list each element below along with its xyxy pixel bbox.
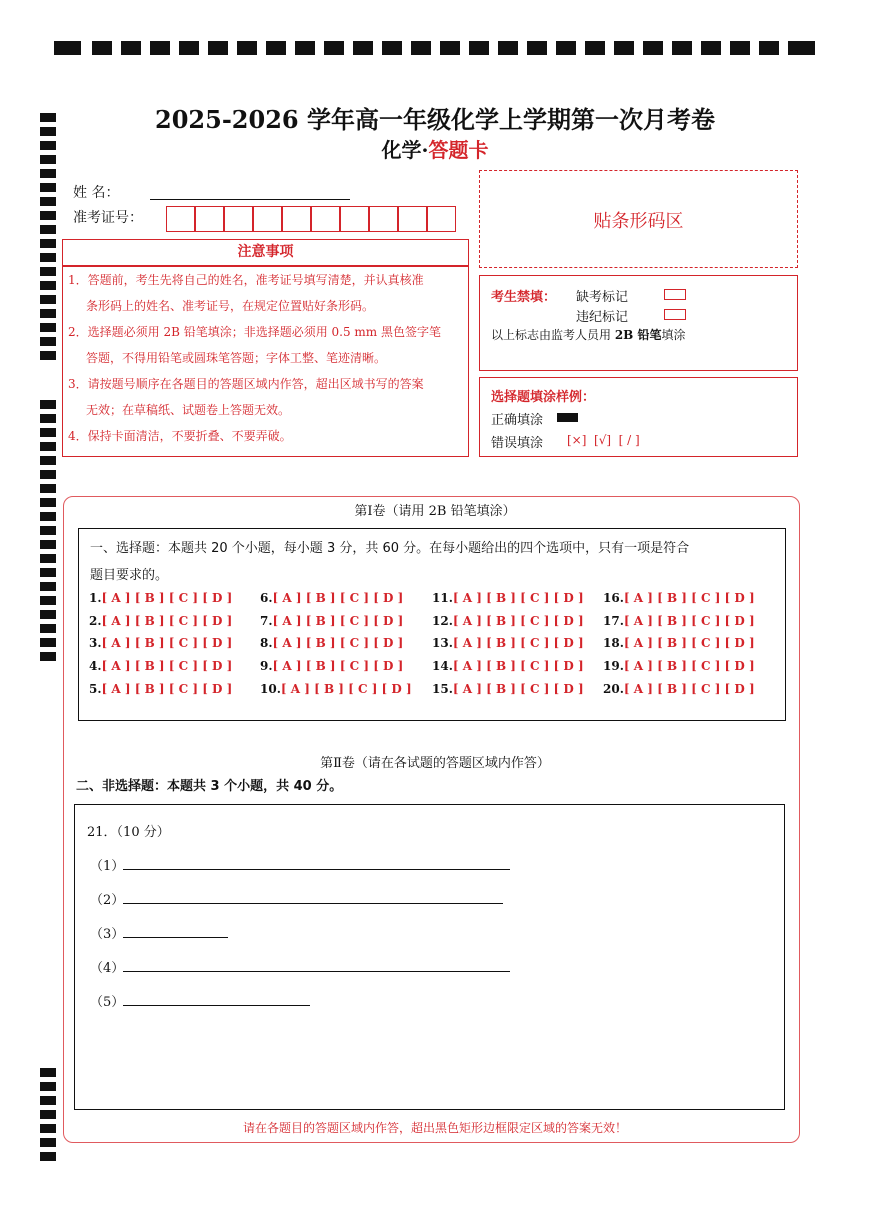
q21-answer-box[interactable] bbox=[74, 804, 785, 1110]
notice-item-2: 2．选择题必须用 2B 铅笔填涂；非选择题必须用 0.5 mm 黑色签字笔 bbox=[68, 325, 442, 339]
examiner-note-b: 2B 铅笔 bbox=[614, 328, 662, 342]
timing-mark bbox=[40, 1110, 56, 1119]
correct-fill-label: 正确填涂 bbox=[491, 413, 544, 428]
choice-question[interactable] bbox=[432, 636, 584, 650]
question-number: 10. bbox=[260, 681, 281, 696]
question-number: 16. bbox=[603, 591, 624, 605]
timing-mark bbox=[40, 596, 56, 605]
answer-options[interactable]: [ A ] [ B ] [ C ] [ D ] bbox=[452, 613, 584, 628]
timing-mark bbox=[40, 638, 56, 647]
timing-mark bbox=[40, 253, 56, 262]
answer-options[interactable]: [ A ] [ B ] [ C ] [ D ] bbox=[101, 681, 233, 696]
timing-mark bbox=[40, 652, 56, 661]
timing-mark bbox=[40, 568, 56, 577]
notice-title-box bbox=[62, 239, 469, 266]
answer-options[interactable]: [ A ] [ B ] [ C ] [ D ] bbox=[272, 613, 404, 628]
q21-sub-3-label: （3） bbox=[90, 927, 125, 942]
q21-sub-1-line[interactable] bbox=[123, 869, 510, 870]
timing-mark bbox=[40, 624, 56, 633]
violation-label: 违纪标记 bbox=[576, 310, 629, 325]
question-number: 20. bbox=[603, 681, 624, 696]
choice-instructions-2: 题目要求的。 bbox=[90, 568, 169, 583]
answer-options[interactable]: [ A ] [ B ] [ C ] [ D ] bbox=[623, 681, 755, 696]
timing-mark bbox=[40, 225, 56, 234]
timing-mark bbox=[40, 267, 56, 276]
exam-id-label: 准考证号： bbox=[73, 210, 143, 226]
notice-title: 注意事项 bbox=[237, 244, 294, 260]
timing-mark bbox=[40, 309, 56, 318]
wrong-fill-marks: [×] [√] [ / ] bbox=[567, 433, 640, 447]
timing-mark bbox=[40, 323, 56, 332]
timing-mark bbox=[40, 169, 56, 178]
exam-id-digit-box[interactable] bbox=[398, 206, 427, 232]
q21-sub-2-label: （2） bbox=[90, 893, 125, 908]
answer-options[interactable]: [ A ] [ B ] [ C ] [ D ] bbox=[623, 659, 755, 674]
answer-options[interactable]: [ A ] [ B ] [ C ] [ D ] bbox=[452, 636, 584, 651]
barcode-label: 贴条形码区 bbox=[593, 211, 684, 232]
part1-heading: 第Ⅰ卷（请用 2B 铅笔填涂） bbox=[354, 504, 516, 519]
question-number: 6. bbox=[260, 591, 273, 605]
part2-instructions: 二、非选择题：本题共 3 个小题，共 40 分。 bbox=[76, 779, 343, 794]
violation-checkbox[interactable] bbox=[664, 309, 686, 320]
notice-item-2b: 答题，不得用铅笔或圆珠笔答题；字体工整、笔迹清晰。 bbox=[86, 351, 387, 365]
page-subtitle bbox=[0, 134, 870, 163]
question-number: 5. bbox=[89, 681, 102, 696]
question-number: 4. bbox=[89, 659, 102, 674]
notice-item-3b: 无效；在草稿纸、试题卷上答题无效。 bbox=[86, 403, 291, 417]
answer-options[interactable]: [ A ] [ B ] [ C ] [ D ] bbox=[101, 591, 233, 605]
exam-id-digit-box[interactable] bbox=[427, 206, 456, 232]
answer-options[interactable]: [ A ] [ B ] [ C ] [ D ] bbox=[623, 591, 755, 605]
question-number: 17. bbox=[603, 613, 624, 628]
choice-question[interactable] bbox=[89, 614, 232, 628]
exam-id-digit-box[interactable] bbox=[253, 206, 282, 232]
choice-question[interactable] bbox=[260, 659, 403, 673]
choice-question[interactable] bbox=[260, 591, 403, 605]
part2-heading: 第Ⅱ卷（请在各试题的答题区域内作答） bbox=[320, 756, 550, 771]
choice-question[interactable] bbox=[432, 659, 584, 673]
notice-item-4: 4．保持卡面清洁，不要折叠、不要弄破。 bbox=[68, 429, 292, 443]
question-number: 7. bbox=[260, 613, 273, 628]
exam-id-digit-box[interactable] bbox=[195, 206, 224, 232]
timing-mark bbox=[40, 1096, 56, 1105]
notice-item-1: 1．答题前，考生先将自己的姓名，准考证号填写清楚，并认真核准 bbox=[68, 273, 424, 287]
examiner-only-box bbox=[479, 275, 798, 371]
choice-question[interactable] bbox=[260, 636, 403, 650]
question-number: 13. bbox=[432, 636, 453, 651]
subtitle-card: 答题卡 bbox=[428, 138, 489, 162]
question-number: 9. bbox=[260, 659, 273, 674]
answer-options[interactable]: [ A ] [ B ] [ C ] [ D ] bbox=[101, 636, 233, 651]
absent-label: 缺考标记 bbox=[576, 290, 629, 305]
notice-item-3: 3．请按题号顺序在各题目的答题区域内作答，超出区域书写的答案 bbox=[68, 377, 424, 391]
timing-mark bbox=[40, 1152, 56, 1161]
question-number: 12. bbox=[432, 613, 453, 628]
answer-options[interactable]: [ A ] [ B ] [ C ] [ D ] bbox=[623, 613, 755, 628]
choice-question[interactable] bbox=[603, 614, 755, 628]
timing-mark bbox=[40, 239, 56, 248]
choice-question[interactable] bbox=[603, 591, 755, 605]
page-title: 2025-2026 学年高一年级化学上学期第一次月考卷 bbox=[155, 105, 715, 134]
answer-options[interactable]: [ A ] [ B ] [ C ] [ D ] bbox=[452, 681, 584, 696]
footer-warning: 请在各题目的答题区域内作答，超出黑色矩形边框限定区域的答案无效！ bbox=[242, 1121, 627, 1135]
question-number: 14. bbox=[432, 659, 453, 674]
choice-question[interactable] bbox=[260, 614, 403, 628]
examiner-note-a: 以上标志由监考人员用 bbox=[491, 328, 615, 342]
timing-mark bbox=[40, 183, 56, 192]
answer-options[interactable]: [ A ] [ B ] [ C ] [ D ] bbox=[101, 613, 233, 628]
answer-options[interactable]: [ A ] [ B ] [ C ] [ D ] bbox=[272, 591, 404, 605]
fill-sample-title: 选择题填涂样例： bbox=[491, 390, 596, 405]
question-number: 15. bbox=[432, 681, 453, 696]
exam-id-digit-box[interactable] bbox=[224, 206, 253, 232]
fill-sample-box bbox=[479, 377, 798, 457]
answer-options[interactable]: [ A ] [ B ] [ C ] [ D ] bbox=[623, 636, 755, 651]
exam-id-digit-box[interactable] bbox=[311, 206, 340, 232]
answer-options[interactable]: [ A ] [ B ] [ C ] [ D ] bbox=[272, 636, 404, 651]
timing-mark bbox=[40, 295, 56, 304]
answer-options[interactable]: [ A ] [ B ] [ C ] [ D ] bbox=[452, 591, 584, 605]
timing-mark bbox=[40, 540, 56, 549]
timing-mark bbox=[40, 281, 56, 290]
choice-question[interactable] bbox=[89, 591, 232, 605]
choice-question[interactable] bbox=[432, 682, 584, 696]
choice-question[interactable] bbox=[603, 682, 755, 696]
timing-mark bbox=[40, 1138, 56, 1147]
timing-mark bbox=[40, 470, 56, 479]
answer-options[interactable]: [ A ] [ B ] [ C ] [ D ] bbox=[101, 659, 233, 674]
timing-mark bbox=[40, 351, 56, 360]
exam-id-digit-box[interactable] bbox=[166, 206, 195, 232]
question-number: 19. bbox=[603, 659, 624, 674]
timing-mark bbox=[40, 211, 56, 220]
notice-item-1b: 条形码上的姓名、准考证号，在规定位置贴好条形码。 bbox=[86, 299, 375, 313]
q21-sub-5-label: （5） bbox=[90, 995, 125, 1010]
top-timing-marks bbox=[54, 41, 816, 55]
q21-sub-2-line[interactable] bbox=[123, 903, 503, 904]
q21-sub-3-line[interactable] bbox=[123, 937, 228, 938]
question-number: 1. bbox=[89, 591, 102, 605]
question-number: 8. bbox=[260, 636, 273, 651]
timing-mark bbox=[40, 1068, 56, 1077]
name-input-line[interactable] bbox=[150, 199, 350, 200]
timing-mark bbox=[40, 428, 56, 437]
examiner-note-c: 填涂 bbox=[661, 328, 686, 342]
question-number: 3. bbox=[89, 636, 102, 651]
timing-mark bbox=[40, 610, 56, 619]
choice-question[interactable] bbox=[89, 659, 232, 673]
choice-question[interactable] bbox=[603, 659, 755, 673]
q21-sub-5-line[interactable] bbox=[123, 1005, 310, 1006]
exam-id-digit-box[interactable] bbox=[369, 206, 398, 232]
choice-question[interactable] bbox=[260, 682, 412, 696]
timing-mark bbox=[40, 582, 56, 591]
q21-sub-4-line[interactable] bbox=[123, 971, 510, 972]
timing-mark bbox=[40, 456, 56, 465]
subtitle-subject: 化学· bbox=[381, 138, 429, 162]
choice-question[interactable] bbox=[432, 614, 584, 628]
name-label: 姓 名： bbox=[73, 185, 120, 201]
timing-mark bbox=[40, 197, 56, 206]
timing-mark bbox=[40, 554, 56, 563]
timing-mark bbox=[40, 337, 56, 346]
exam-id-digit-box[interactable] bbox=[340, 206, 369, 232]
choice-question[interactable] bbox=[603, 636, 755, 650]
q21-title: 21．（10 分） bbox=[87, 825, 170, 840]
q21-sub-4-label: （4） bbox=[90, 961, 125, 976]
question-number: 18. bbox=[603, 636, 624, 651]
answer-options[interactable]: [ A ] [ B ] [ C ] [ D ] bbox=[280, 681, 412, 696]
timing-mark bbox=[40, 400, 56, 409]
timing-mark bbox=[40, 1082, 56, 1091]
wrong-fill-label: 错误填涂 bbox=[491, 436, 544, 451]
choice-instructions: 一、选择题：本题共 20 个小题，每小题 3 分，共 60 分。在每小题给出的四个选项中，只有一项是符合 bbox=[90, 541, 690, 556]
timing-mark bbox=[40, 442, 56, 451]
examiner-only-title: 考生禁填： bbox=[491, 290, 557, 305]
q21-sub-1-label: （1） bbox=[90, 859, 125, 874]
timing-mark bbox=[40, 526, 56, 535]
examiner-note bbox=[491, 326, 686, 343]
barcode-area bbox=[479, 170, 798, 268]
question-number: 2. bbox=[89, 613, 102, 628]
timing-mark bbox=[40, 414, 56, 423]
choice-question[interactable] bbox=[89, 636, 232, 650]
answer-options[interactable]: [ A ] [ B ] [ C ] [ D ] bbox=[452, 659, 584, 674]
choice-question[interactable] bbox=[89, 682, 232, 696]
absent-checkbox[interactable] bbox=[664, 289, 686, 300]
choice-question[interactable] bbox=[432, 591, 584, 605]
correct-fill-mark bbox=[557, 413, 578, 422]
answer-options[interactable]: [ A ] [ B ] [ C ] [ D ] bbox=[272, 659, 404, 674]
timing-mark bbox=[40, 484, 56, 493]
question-number: 11. bbox=[432, 591, 453, 605]
exam-id-digit-box[interactable] bbox=[282, 206, 311, 232]
